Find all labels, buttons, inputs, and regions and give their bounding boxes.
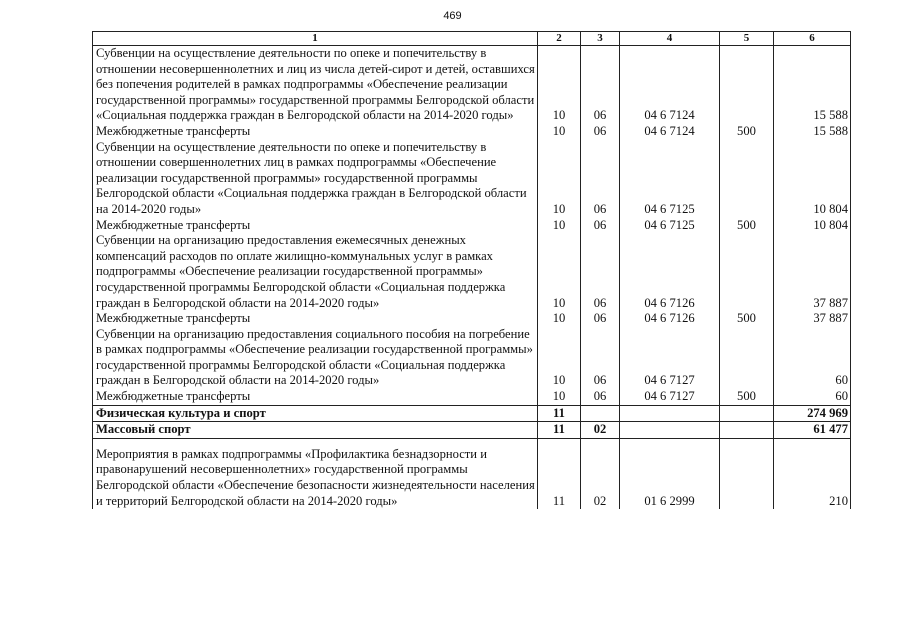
row-target: 04 6 7127 <box>620 389 720 405</box>
table-row <box>93 124 851 140</box>
row-name: Субвенции на организацию предоставления социального пособия на погребение в рамках подпрограммы «Обеспечение реализации государственной программы» государственной программы Белгородской области «Социальная поддержка граждан в Белгородской области на 2014-2020 годы» <box>93 327 538 389</box>
row-section: 10 <box>538 140 581 218</box>
header-col-2: 2 <box>538 32 581 46</box>
row-amount: 60 <box>774 389 851 405</box>
row-name: Субвенции на организацию предоставления ежемесячных денежных компенсаций расходов по оплате жилищно-коммунальных услуг в рамках подпрограммы «Обеспечение реализации государственной программы» государственной программы Белгородской области «Социальная поддержка граждан в Белгородской области на 2014-2020 годы» <box>93 233 538 311</box>
budget-table <box>92 31 851 509</box>
row-amount: 274 969 <box>774 405 851 422</box>
row-name: Межбюджетные трансферты <box>93 389 538 405</box>
table-row <box>93 311 851 327</box>
row-section: 10 <box>538 327 581 389</box>
page-number: 469 <box>443 10 462 22</box>
row-amount: 37 887 <box>774 233 851 311</box>
row-vid <box>720 233 774 311</box>
table-row <box>93 233 851 311</box>
row-amount: 61 477 <box>774 422 851 439</box>
row-section: 10 <box>538 218 581 234</box>
table-row <box>93 140 851 218</box>
row-target: 04 6 7127 <box>620 327 720 389</box>
row-target: 04 6 7124 <box>620 46 720 124</box>
row-target: 04 6 7125 <box>620 218 720 234</box>
row-vid: 500 <box>720 218 774 234</box>
row-subsection: 06 <box>581 218 620 234</box>
header-col-6: 6 <box>774 32 851 46</box>
row-amount: 60 <box>774 327 851 389</box>
row-name: Массовый спорт <box>93 422 538 439</box>
row-subsection <box>581 405 620 422</box>
row-target: 04 6 7126 <box>620 311 720 327</box>
row-section: 10 <box>538 46 581 124</box>
row-subsection: 06 <box>581 124 620 140</box>
row-subsection: 06 <box>581 46 620 124</box>
row-section: 11 <box>538 447 581 509</box>
table-row <box>93 218 851 234</box>
row-vid <box>720 447 774 509</box>
spacer-row <box>93 438 851 447</box>
row-name: Межбюджетные трансферты <box>93 311 538 327</box>
row-vid: 500 <box>720 124 774 140</box>
row-name: Межбюджетные трансферты <box>93 218 538 234</box>
row-amount: 15 588 <box>774 124 851 140</box>
row-subsection: 06 <box>581 389 620 405</box>
row-amount: 10 804 <box>774 218 851 234</box>
row-target: 04 6 7125 <box>620 140 720 218</box>
row-amount: 210 <box>774 447 851 509</box>
row-section: 10 <box>538 311 581 327</box>
header-col-1: 1 <box>93 32 538 46</box>
row-section: 11 <box>538 422 581 439</box>
row-section: 10 <box>538 233 581 311</box>
row-target <box>620 405 720 422</box>
row-section: 11 <box>538 405 581 422</box>
row-subsection: 02 <box>581 447 620 509</box>
row-section: 10 <box>538 389 581 405</box>
header-col-5: 5 <box>720 32 774 46</box>
row-name: Субвенции на осуществление деятельности по опеке и попечительству в отношении несовершеннолетних и лиц из числа детей-сирот и детей, оставшихся без попечения родителей в рамках подпрограммы «Обеспечение реализации государственной программы» государственной программы Белгородской области «Социальная поддержка граждан в Белгородской области на 2014-2020 годы» <box>93 46 538 124</box>
row-subsection: 06 <box>581 327 620 389</box>
row-vid <box>720 327 774 389</box>
table-row-section-total <box>93 405 851 422</box>
header-row <box>93 32 851 46</box>
row-name: Мероприятия в рамках подпрограммы «Профилактика безнадзорности и правонарушений несовершеннолетних» государственной программы Белгородской области «Обеспечение безопасности жизнедеятельности населения и территорий Белгородской области на 2014-2020 годы» <box>93 447 538 509</box>
row-amount: 10 804 <box>774 140 851 218</box>
row-target: 04 6 7126 <box>620 233 720 311</box>
row-target <box>620 422 720 439</box>
row-vid <box>720 140 774 218</box>
row-vid <box>720 405 774 422</box>
row-vid <box>720 422 774 439</box>
header-col-4: 4 <box>620 32 720 46</box>
table-row <box>93 46 851 124</box>
row-target: 01 6 2999 <box>620 447 720 509</box>
table-row-subsection-total <box>93 422 851 439</box>
row-vid <box>720 46 774 124</box>
table-row <box>93 327 851 389</box>
table-row <box>93 447 851 509</box>
row-vid: 500 <box>720 311 774 327</box>
row-subsection: 02 <box>581 422 620 439</box>
row-amount: 37 887 <box>774 311 851 327</box>
header-col-3: 3 <box>581 32 620 46</box>
row-name: Физическая культура и спорт <box>93 405 538 422</box>
row-name: Межбюджетные трансферты <box>93 124 538 140</box>
row-subsection: 06 <box>581 311 620 327</box>
row-amount: 15 588 <box>774 46 851 124</box>
row-section: 10 <box>538 124 581 140</box>
row-name: Субвенции на осуществление деятельности по опеке и попечительству в отношении совершеннолетних лиц в рамках подпрограммы «Обеспечение реализации государственной программы» государственной программы Белгородской области «Социальная поддержка граждан в Белгородской области на 2014-2020 годы» <box>93 140 538 218</box>
row-target: 04 6 7124 <box>620 124 720 140</box>
table-row <box>93 389 851 405</box>
row-subsection: 06 <box>581 140 620 218</box>
row-subsection: 06 <box>581 233 620 311</box>
row-vid: 500 <box>720 389 774 405</box>
